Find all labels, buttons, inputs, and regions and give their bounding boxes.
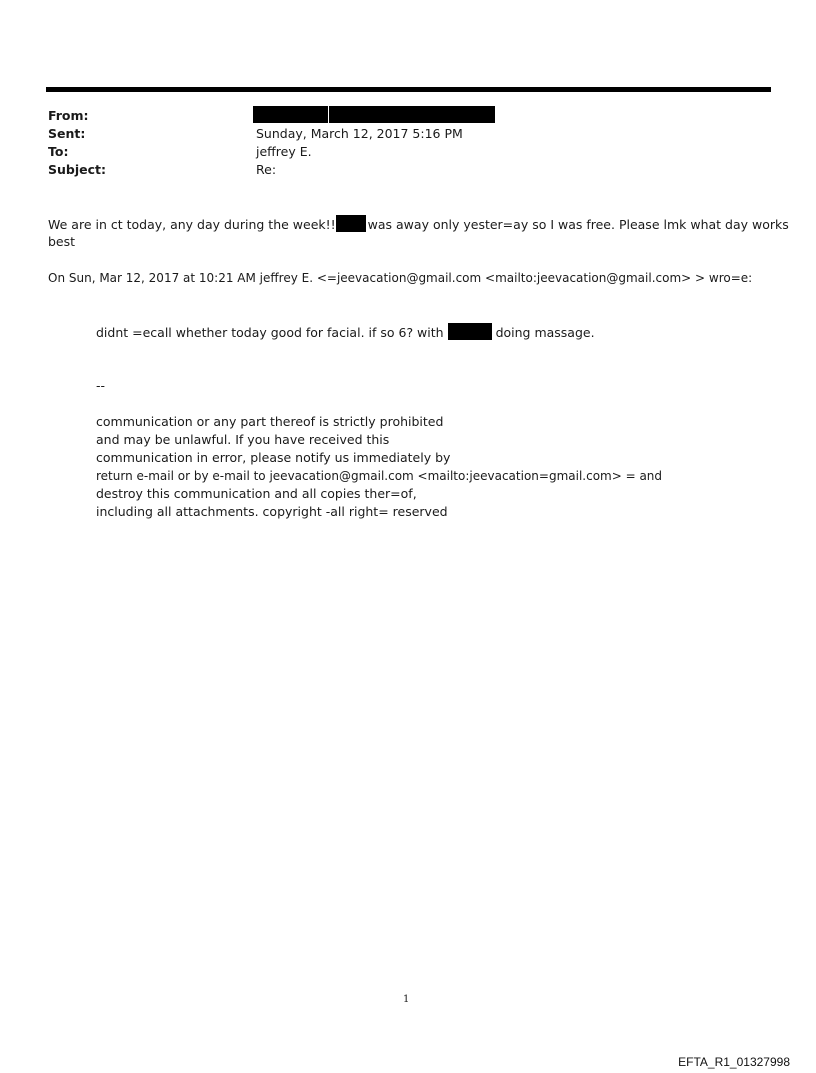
redaction-block <box>253 106 328 123</box>
page-number: 1 <box>403 994 410 1005</box>
body-line-1-part2: was away only yester=ay so I was free. Please lmk what day works <box>367 217 789 232</box>
body-line-1-part1: We are in ct today, any day during the week!! <box>48 217 336 232</box>
to-value: jeffrey E. <box>256 144 312 159</box>
document-id: EFTA_R1_01327998 <box>678 1055 790 1069</box>
disclaimer-line: communication or any part thereof is strictly prohibited <box>96 414 444 429</box>
from-label: From: <box>48 108 89 123</box>
disclaimer-line: return e-mail or by e-mail to jeevacation@gmail.com <mailto:jeevacation=gmail.com> = and <box>96 469 663 483</box>
body-line-1 <box>48 215 789 234</box>
quoted-part2: doing massage. <box>495 325 595 340</box>
redaction-block <box>448 323 492 340</box>
to-label: To: <box>48 144 69 159</box>
quote-intro: On Sun, Mar 12, 2017 at 10:21 AM jeffrey E. <=jeevacation@gmail.com <mailto:jeevacation@gmail.com> > wro=e: <box>48 271 753 285</box>
disclaimer-line: and may be unlawful. If you have received this <box>96 432 390 447</box>
redaction-block <box>329 106 495 123</box>
subject-label: Subject: <box>48 162 106 177</box>
subject-value: Re: <box>256 162 277 177</box>
header-rule <box>46 87 771 92</box>
quoted-message <box>96 323 595 342</box>
signature-separator: -- <box>96 378 106 393</box>
disclaimer-line: communication in error, please notify us immediately by <box>96 450 451 465</box>
quoted-part1: didnt =ecall whether today good for facial. if so 6? with <box>96 325 444 340</box>
sent-value: Sunday, March 12, 2017 5:16 PM <box>256 126 463 141</box>
disclaimer-line: including all attachments. copyright -all right= reserved <box>96 504 448 519</box>
disclaimer-line: destroy this communication and all copies ther=of, <box>96 486 417 501</box>
redaction-block <box>336 215 366 232</box>
body-line-2: best <box>48 234 76 249</box>
sent-label: Sent: <box>48 126 86 141</box>
